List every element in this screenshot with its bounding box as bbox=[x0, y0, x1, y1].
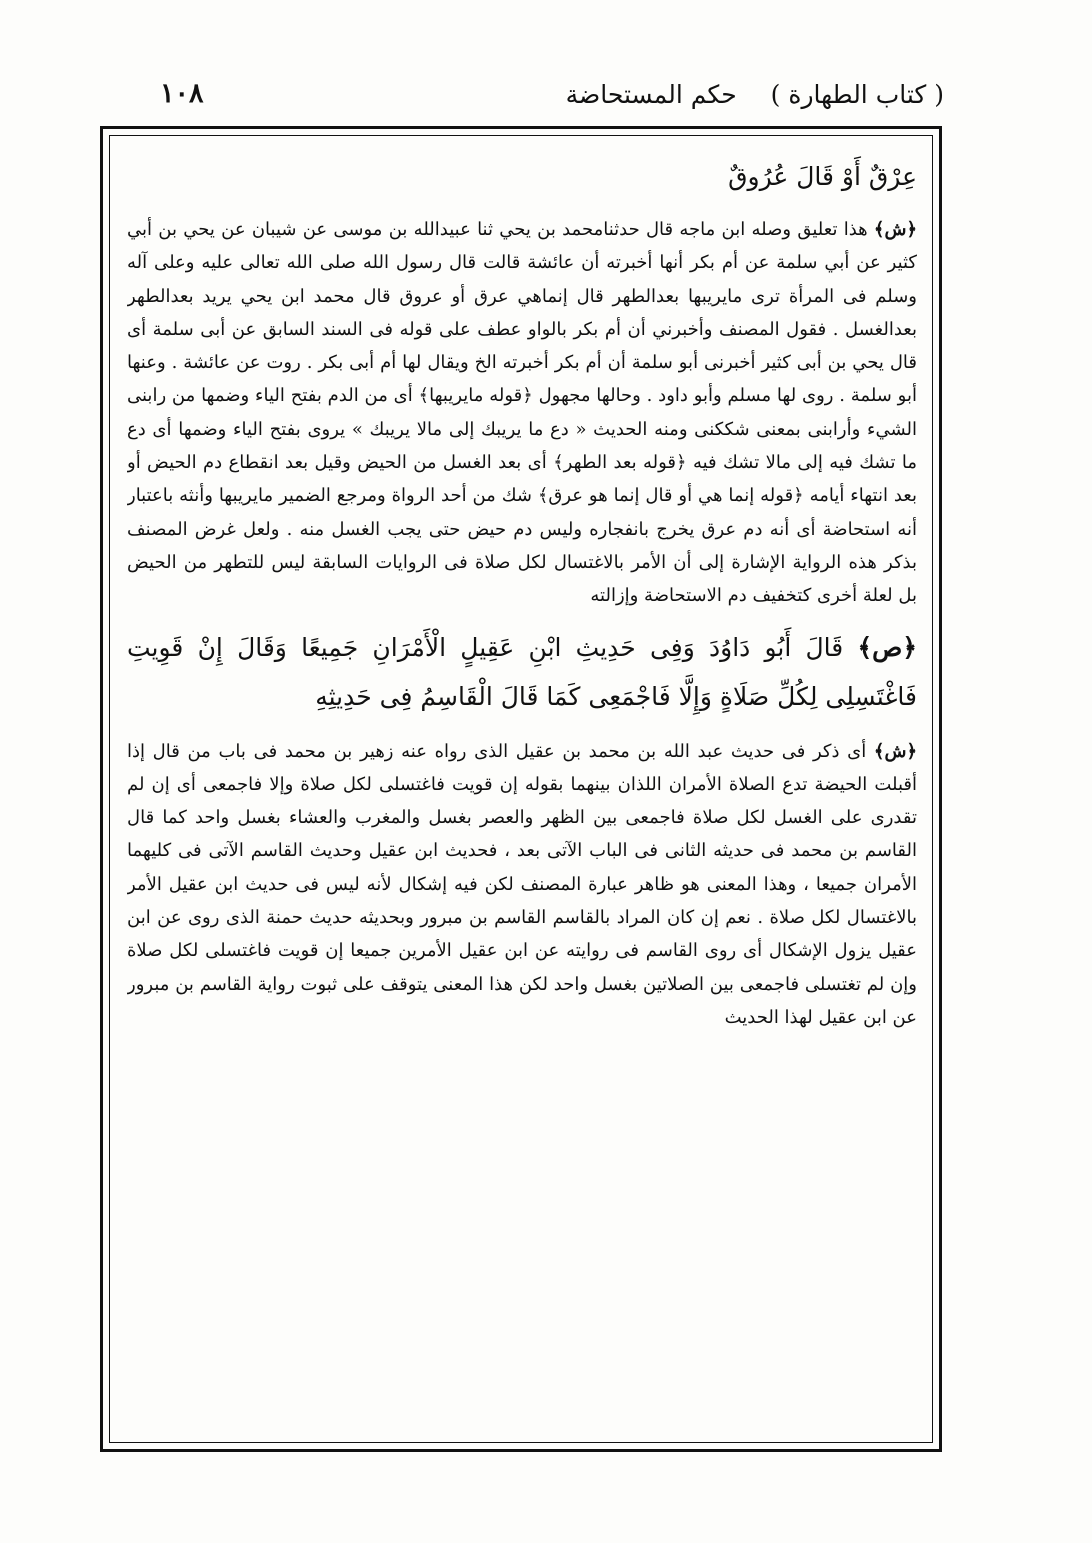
page-body bbox=[127, 152, 917, 1432]
book-title: ( كتاب الطهارة ) bbox=[770, 80, 944, 109]
sharh-marker: ﴿ش﴾ bbox=[873, 219, 917, 240]
matn-continuation: عِرْقٌ أَوْ قَالَ عُرُوقٌ bbox=[728, 162, 917, 191]
page-number: ١٠٨ bbox=[160, 78, 204, 109]
sharh-marker: ﴿ش﴾ bbox=[873, 740, 917, 762]
running-title bbox=[532, 80, 944, 109]
chapter-title: حكم المستحاضة bbox=[565, 80, 737, 109]
matn-text bbox=[127, 152, 917, 201]
sharh-paragraph bbox=[127, 213, 917, 613]
sharh-text: هذا تعليق وصله ابن ماجه قال حدثنامحمد بن يحي ثنا عبيدالله بن موسى عن شيبان عن يحي بن أبي كثير عن أبي سلمة عن أم بكر أنها أخبرته أن عائشة قالت قال رسول الله صلى الله تعالى عليه وعلى آله وسلم فى المرأة ترى مايريبها بعدالطهر قال إنماهي عرق أو عروق قال محمد ابن يحي يريد بعدالطهر بعدالغسل . فقول المصنف وأخبرني أن أم بكر بالواو عطف على قوله فى السند السابق عن أبى سلمة أى قال يحي بن أبى كثير أخبرنى أبو سلمة أن أم بكر أخبرته الخ ويقال لها أم أبى بكر . روت عن عائشة . وعنها أبو سلمة . روى لها مسلم وأبو داود . وحالها مجهول ﴿قوله مايريبها﴾ أى من الدم بفتح الياء وضمها من رابنى الشيء وأرابنى بمعنى شككنى ومنه الحديث « دع ما يريبك إلى مالا يريبك » يروى بفتح الياء وضمها أى دع ما تشك فيه إلى مالا تشك فيه ﴿قوله بعد الطهر﴾ أى بعد الغسل من الحيض وقيل بعد انقطاع دم الحيض أو بعد انتهاء أيامه ﴿قوله إنما هي أو قال إنما هو عرق﴾ شك من أحد الرواة ومرجع الضمير مايريبها وأنثه باعتبار أنه استحاضة أى أنه دم عرق يخرج بانفجاره وليس دم حيض حتى يجب الغسل منه . ولعل غرض المصنف بذكر هذه الرواية الإشارة إلى أن الأمر بالاغتسال لكل صلاة فى الروايات السابقة ليس للتطهر من الحيض بل لعلة أخرى كتخفيف دم الاستحاضة وإزالته bbox=[127, 219, 917, 607]
matn-paragraph bbox=[127, 623, 917, 721]
page-header bbox=[112, 74, 944, 128]
sharh-paragraph bbox=[127, 735, 917, 1035]
matn-text: قَالَ أَبُو دَاوُدَ وَفِى حَدِيثِ ابْنِ عَقِيلٍ الْأَمْرَانِ جَمِيعًا وَقَالَ إِنْ قَوِيتِ فَاغْتَسِلِى لِكُلِّ صَلَاةٍ وَإِلَّا فَاجْمَعِى كَمَا قَالَ الْقَاسِمُ فِى حَدِيثِهِ bbox=[127, 632, 917, 711]
sharh-text: أى ذكر فى حديث عبد الله بن محمد بن عقيل الذى رواه عنه زهير بن محمد فى باب من قال إذا أقبلت الحيضة تدع الصلاة الأمران اللذان بينهما بقوله إن قويت فاغتسلى لكل صلاة وإلا فاجمعى أى إن لم تقدرى على الغسل لكل صلاة فاجمعى بين الظهر والعصر بغسل والمغرب والعشاء بغسل واحد كما قال القاسم بن محمد فى حديثه الثانى فى الباب الآتى بعد ، فحديث ابن عقيل وحديث القاسم الآتى فى كليهما الأمران جميعا ، وهذا المعنى هو ظاهر عبارة المصنف لكن فيه إشكال لأنه ليس فى حديث ابن عقيل الأمر بالاغتسال لكل صلاة . نعم إن كان المراد بالقاسم القاسم بن مبرور وبحديثه حديث حمنة الذى روى عن ابن عقيل يزول الإشكال أى روى القاسم فى روايته عن ابن عقيل الأمرين جميعا إن قويت فاغتسلى لكل صلاة وإن لم تغتسلى فاجمعى بين الصلاتين بغسل واحد لكن هذا المعنى يتوقف على ثبوت رواية القاسم بن مبرور عن ابن عقيل لهذا الحديث bbox=[127, 740, 917, 1028]
matn-marker: ﴿ص﴾ bbox=[857, 632, 917, 662]
